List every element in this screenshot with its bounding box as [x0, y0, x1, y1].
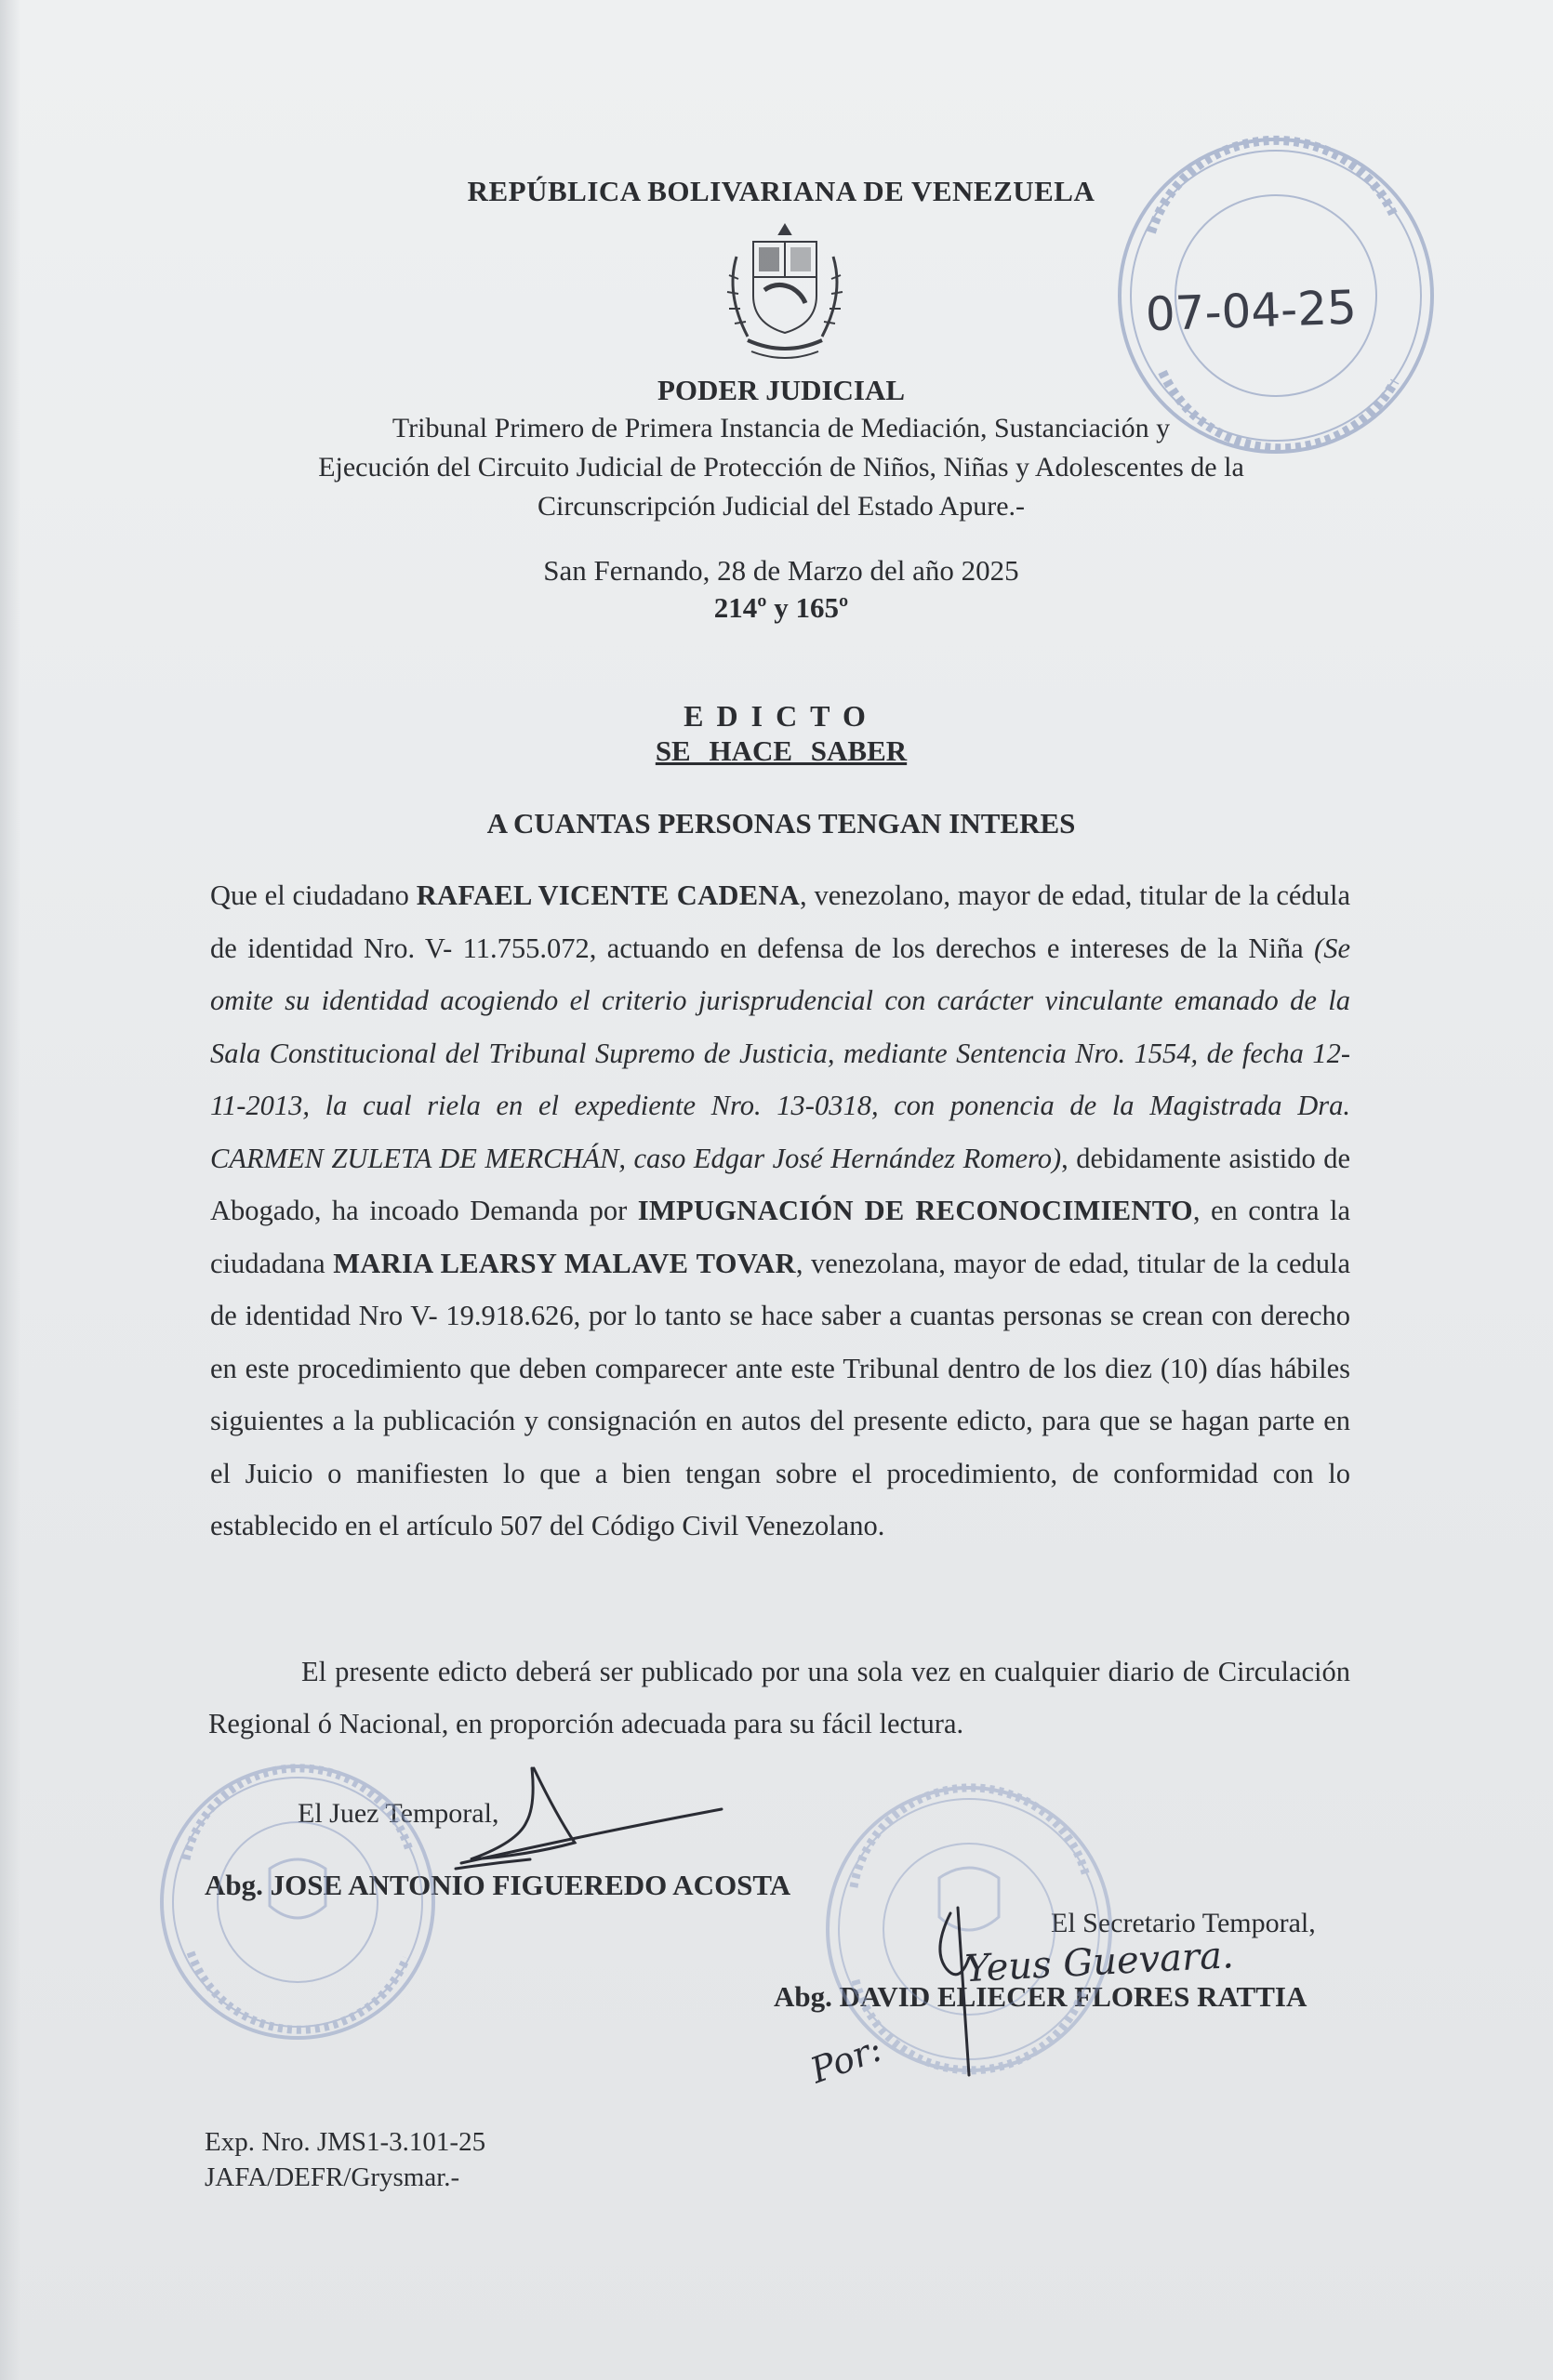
edict-body-paragraph — [210, 869, 1350, 1553]
claimant-name: RAFAEL VICENTE CADENA — [416, 879, 801, 911]
tribunal-name — [223, 409, 1339, 526]
body-text: , en contra la ciudadana — [210, 1195, 1350, 1279]
edicto-heading: EDICTO — [684, 699, 879, 733]
tribunal-line: Ejecución del Circuito Judicial de Protección de Niños, Niñas y Adolescentes de la — [318, 452, 1244, 483]
body-text: , venezolana, mayor de edad, titular de la cedula de identidad Nro V- 19.918.626, por lo tanto se hace saber a cuantas personas se crean con derecho en este procedimiento que deben comparecer ante este Tribunal dentro de los diez (10) días hábiles siguientes a la publicación y consignación en autos del presente edicto, para que se hagan parte en el Juicio o manifiesten lo que a bien tengan sobre el procedimiento, de conformidad con lo establecido en el artículo 507 del Código Civil Venezolano. — [210, 1247, 1350, 1541]
tribunal-line: Circunscripción Judicial del Estado Apure.- — [537, 491, 1026, 522]
file-reference — [205, 2124, 485, 2195]
publication-paragraph: El presente edicto deberá ser publicado por una sola vez en cualquier diario de Circulación Regional ó Nacional, en proporción adecuada para su fácil lectura. — [208, 1656, 1350, 1739]
body-text: , venezolano, mayor de edad, titular de la cédula de identidad Nro. V- 11.755.072, actuando en defensa de los derechos e intereses de la Niña — [210, 879, 1350, 964]
expedient-number: Exp. Nro. JMS1-3.101-25 — [205, 2127, 486, 2157]
handwritten-por: Por: — [804, 2028, 888, 2092]
years-line: 214º y 165º — [713, 591, 849, 624]
body-text: Que el ciudadano — [210, 879, 417, 911]
place-date: San Fernando, 28 de Marzo del año 2025 — [543, 554, 1019, 587]
initials-line: JAFA/DEFR/Grysmar.- — [205, 2162, 460, 2192]
stamp-date: 07-04-25 — [1144, 280, 1358, 342]
defendant-name: MARIA LEARSY MALAVE TOVAR — [333, 1247, 796, 1279]
judge-title: El Juez Temporal, — [298, 1798, 499, 1829]
tribunal-line: Tribunal Primero de Primera Instancia de Mediación, Sustanciación y — [392, 413, 1171, 443]
interested-parties-heading: A CUANTAS PERSONAS TENGAN INTERES — [486, 807, 1076, 840]
secretary-title: El Secretario Temporal, — [1051, 1908, 1316, 1938]
se-hace-saber-heading: SE HACE SABER — [655, 734, 908, 767]
body-text: , debidamente asistido de Abogado, ha incoado Demanda por — [210, 1142, 1350, 1226]
handwritten-secretary-name: Yeus Guevara. — [963, 1934, 1235, 1991]
action-name: IMPUGNACIÓN DE RECONOCIMIENTO — [637, 1195, 1193, 1226]
identity-omission-note: (Se omite su identidad acogiendo el criterio jurisprudencial con carácter vinculante emanado de la Sala Constitucional del Tribunal Supremo de Justicia, mediante Sentencia Nro. 1554, de fecha 12-11-2013, la cual riela en el expediente Nro. 13-0318, con ponencia de la Magistrada Dra. CARMEN ZULETA DE MERCHÁN, caso Edgar José Hernández Romero) — [210, 932, 1350, 1174]
judicial-power-heading: PODER JUDICIAL — [657, 374, 906, 406]
judge-name: Abg. JOSE ANTONIO FIGUEREDO ACOSTA — [205, 1869, 791, 1901]
secretary-name: Abg. DAVID ELIECER FLORES RATTIA — [774, 1980, 1307, 2013]
coat-of-arms-icon — [716, 219, 854, 376]
country-heading: REPÚBLICA BOLIVARIANA DE VENEZUELA — [467, 175, 1095, 207]
